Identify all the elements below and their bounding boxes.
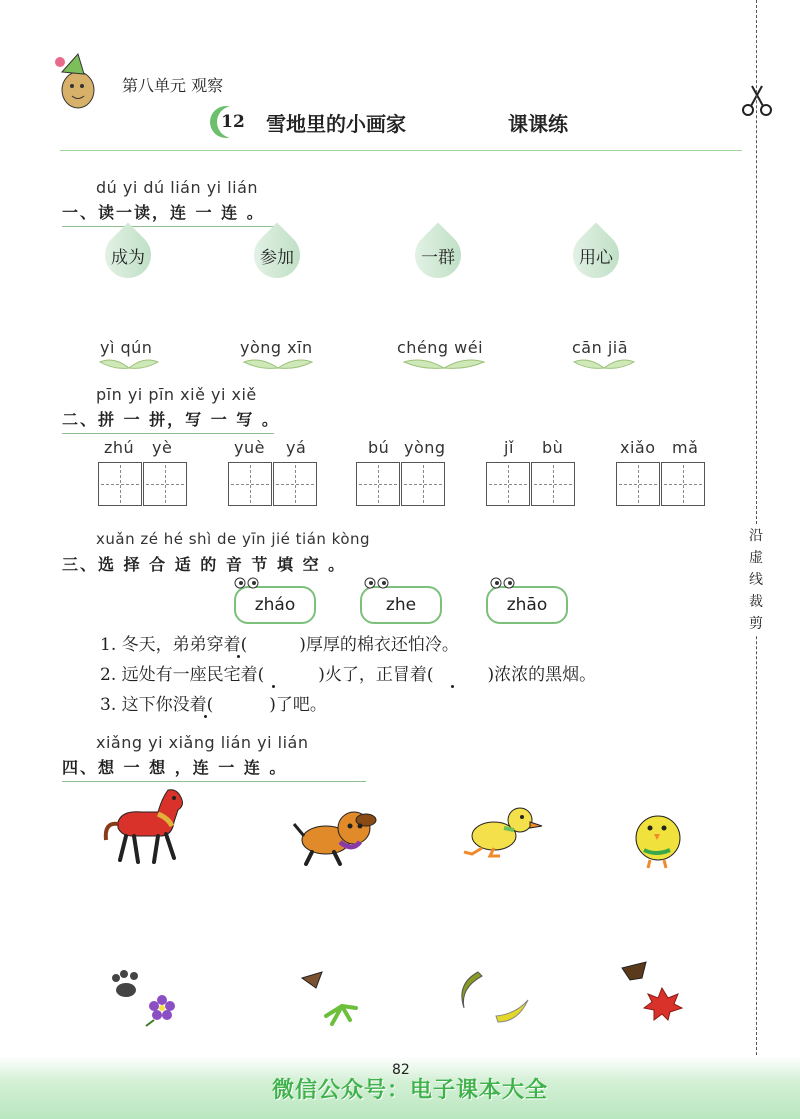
writing-box[interactable]: [486, 462, 530, 506]
choice-zhao2: zháo: [234, 586, 316, 624]
writing-box[interactable]: [531, 462, 575, 506]
sentence-1: [100, 630, 459, 655]
page-number: 82: [392, 1062, 410, 1078]
scissors-icon: [740, 84, 774, 118]
group-pinyin: yá: [286, 438, 307, 457]
sentence-text: )浓浓的黑烟。: [487, 665, 597, 685]
word-text: 用心: [579, 247, 613, 268]
sentence-text: )火了，正冒着(: [318, 665, 434, 685]
pinyin-option: cān jiā: [572, 338, 629, 357]
group-pinyin: bú: [368, 438, 390, 457]
leaf-icon: [402, 356, 486, 372]
writing-box[interactable]: [143, 462, 187, 506]
writing-box[interactable]: [356, 462, 400, 506]
group-pinyin: zhú: [104, 438, 135, 457]
sentence-text: 这下你没着(: [121, 695, 214, 715]
writing-box[interactable]: [98, 462, 142, 506]
mascot-icon: [48, 52, 108, 112]
maple-leaf-print-icon: [612, 958, 688, 1022]
writing-box[interactable]: [661, 462, 705, 506]
word-text: 参加: [260, 247, 294, 268]
leaf-icon: [242, 356, 314, 372]
sentence-2: [100, 660, 596, 685]
leaf-icon: [98, 356, 160, 372]
pinyin-option: yòng xīn: [240, 338, 313, 357]
cut-hint-char: 线: [749, 572, 763, 588]
bamboo-leaf-print-icon: [296, 966, 366, 1028]
group-pinyin: yuè: [234, 438, 265, 457]
lesson-number: 12: [217, 106, 249, 138]
section3-title: 三、选 择 合 适 的 音 节 填 空 。: [62, 555, 347, 574]
cut-hint-char: 裁: [749, 594, 763, 610]
sentence-text: )厚厚的棉衣还怕冷。: [299, 635, 459, 655]
writing-box[interactable]: [228, 462, 272, 506]
word-text: 成为: [111, 247, 145, 268]
paw-print-icon: [108, 966, 188, 1028]
emphasis-dot: [237, 655, 240, 658]
lesson-title: 雪地里的小画家: [266, 112, 406, 136]
section1-title: 一、读一读，连 一 连 。: [62, 200, 274, 227]
sentence-number: 2.: [100, 665, 117, 685]
cut-hint: [742, 525, 770, 635]
writing-box[interactable]: [401, 462, 445, 506]
choice-card: [360, 586, 442, 624]
duck-icon: [460, 800, 546, 862]
cut-hint-char: 沿: [749, 528, 763, 544]
emphasis-dot: [204, 715, 207, 718]
eyes-icon: [234, 576, 260, 590]
section4-pinyin: xiǎng yi xiǎng lián yi lián: [96, 733, 309, 752]
writing-group: [356, 438, 446, 508]
section1-pinyin: dú yi dú lián yi lián: [96, 178, 259, 197]
pinyin-option: chéng wéi: [397, 338, 484, 357]
leaf-icon: [572, 356, 636, 372]
section4-title: 四、想 一 想 ，连 一 连 。: [62, 755, 366, 782]
cut-hint-char: 虚: [749, 550, 763, 566]
writing-group: [616, 438, 706, 508]
eyes-icon: [364, 576, 390, 590]
writing-box[interactable]: [273, 462, 317, 506]
sentence-3: [100, 690, 327, 715]
choice-card: [234, 586, 316, 624]
horse-icon: [98, 782, 190, 866]
sentence-text: 冬天，弟弟穿着(: [121, 635, 248, 655]
pinyin-option: yì qún: [100, 338, 153, 357]
group-pinyin: bù: [542, 438, 564, 457]
choice-zhao1: zhāo: [486, 586, 568, 624]
group-pinyin: yòng: [404, 438, 446, 457]
choice-zhe: zhe: [360, 586, 442, 624]
unit-label: 第八单元 观察: [122, 76, 224, 95]
section2-title: 二、拼 一 拼，写 一 写 。: [62, 407, 274, 434]
group-pinyin: yè: [152, 438, 173, 457]
header-divider: [60, 150, 742, 151]
group-pinyin: xiǎo: [620, 438, 656, 457]
eyes-icon: [490, 576, 516, 590]
emphasis-dot: [272, 685, 275, 688]
word-text: 一群: [421, 247, 455, 268]
writing-group: [228, 438, 318, 508]
writing-box[interactable]: [616, 462, 660, 506]
sentence-number: 3.: [100, 695, 117, 715]
group-pinyin: mǎ: [672, 438, 699, 457]
writing-group: [98, 438, 188, 508]
section2-pinyin: pīn yi pīn xiě yi xiě: [96, 385, 257, 404]
sentence-text: 远处有一座民宅着(: [121, 665, 265, 685]
emphasis-dot: [451, 685, 454, 688]
section3-pinyin: xuǎn zé hé shì de yīn jié tián kòng: [96, 530, 371, 548]
group-pinyin: jǐ: [504, 438, 514, 457]
sentence-text: )了吧。: [269, 695, 327, 715]
crescent-hoof-print-icon: [454, 966, 534, 1028]
sentence-number: 1.: [100, 635, 117, 655]
cut-hint-char: 剪: [749, 616, 763, 632]
choice-card: [486, 586, 568, 624]
writing-group: [486, 438, 576, 508]
watermark: 微信公众号：电子课本大全: [272, 1078, 549, 1103]
chick-icon: [622, 798, 692, 870]
series-title: 课课练: [508, 112, 568, 136]
dog-icon: [290, 806, 382, 868]
